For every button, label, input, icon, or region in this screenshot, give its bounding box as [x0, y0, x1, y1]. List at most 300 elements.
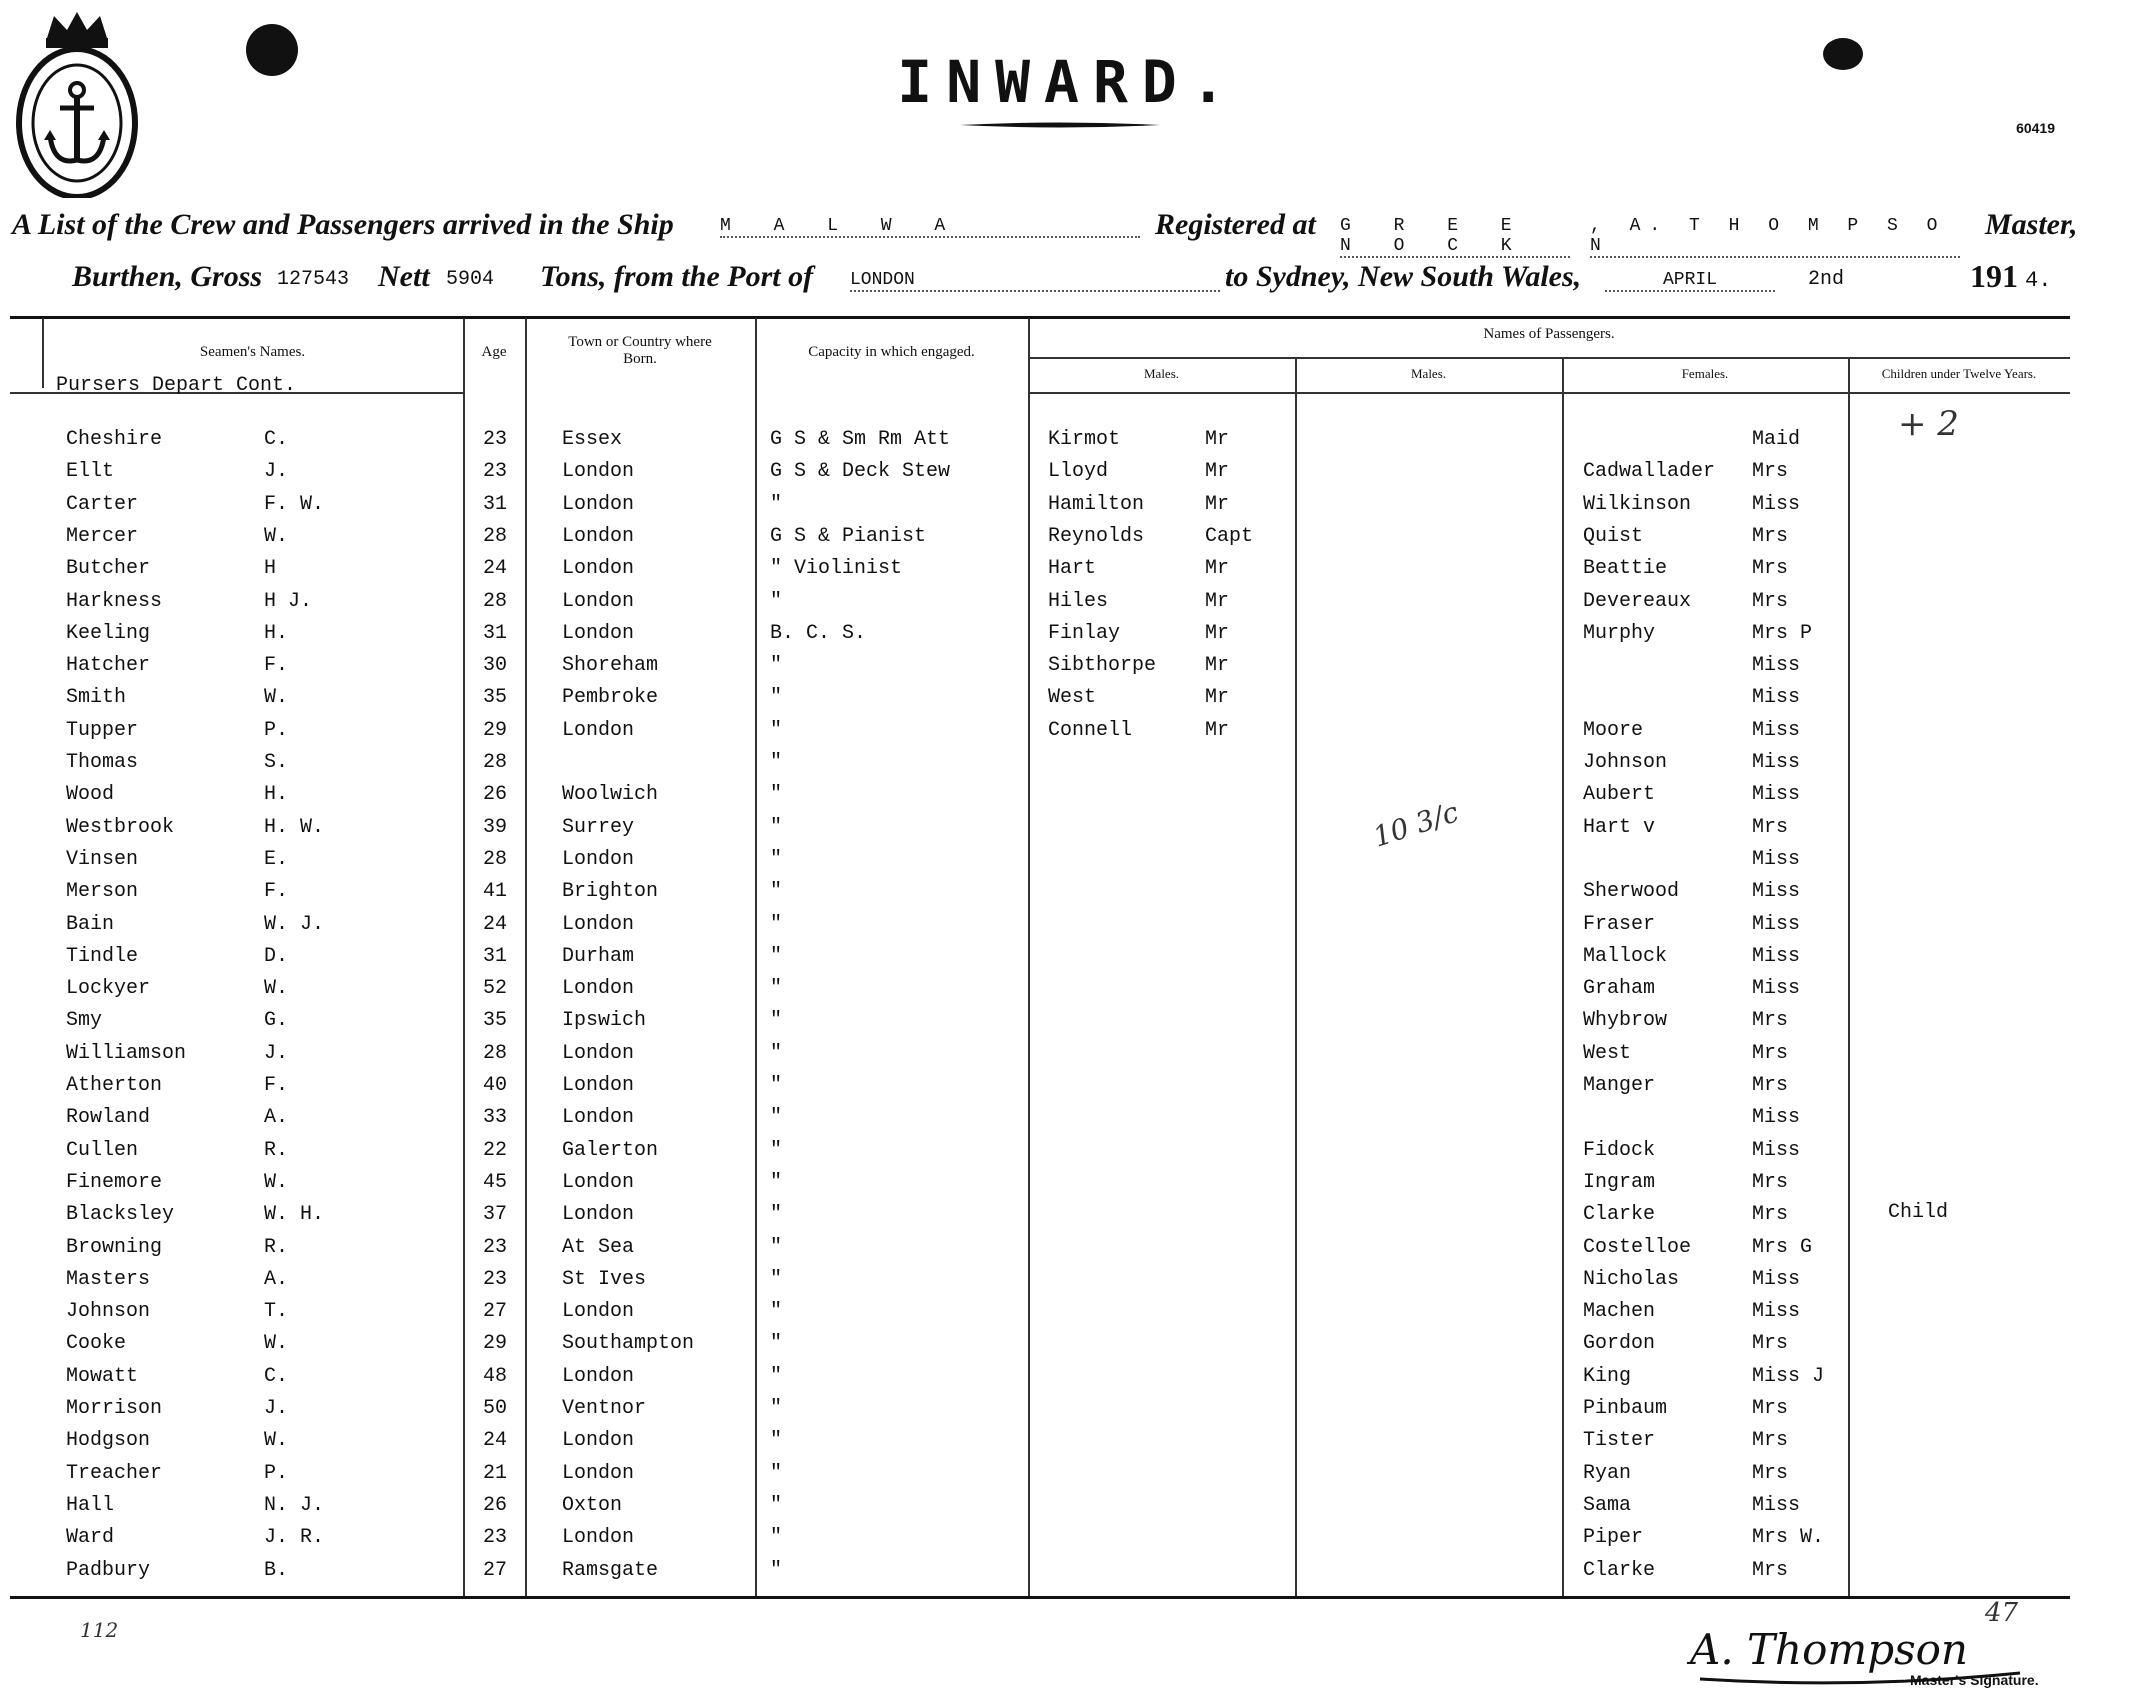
- crew-capacity: ": [770, 847, 783, 871]
- signature-label: Master's Signature.: [1910, 1672, 2039, 1688]
- male-passenger-name: Reynolds: [1048, 524, 1145, 548]
- male-passenger-title: Mr: [1205, 428, 1230, 451]
- female-passenger-title: Miss: [1752, 1300, 1801, 1324]
- crew-surname: Browning: [66, 1235, 163, 1259]
- crew-capacity: ": [770, 1267, 783, 1291]
- crew-initials: G.: [264, 1009, 289, 1033]
- male-passenger-title: Mr: [1205, 460, 1230, 484]
- crew-initials: W.: [264, 1332, 289, 1356]
- year-prefix: 191: [1970, 258, 2018, 294]
- crew-birthplace: London: [562, 621, 635, 645]
- passengers-subheader-rule: [1028, 392, 2070, 394]
- crew-initials: F. W.: [264, 492, 325, 516]
- female-passenger-name: Devereaux: [1583, 589, 1692, 613]
- female-passenger-name: Quist: [1583, 524, 1644, 548]
- male-passenger-name: Lloyd: [1048, 460, 1109, 484]
- crew-capacity: ": [770, 1170, 783, 1194]
- crew-birthplace: Ventnor: [562, 1397, 647, 1420]
- crew-age: 31: [483, 621, 508, 645]
- crew-initials: W. J.: [264, 912, 325, 936]
- form-number: 60419: [2016, 120, 2055, 136]
- crew-initials: C.: [264, 428, 289, 451]
- crew-birthplace: London: [562, 557, 635, 581]
- children-entry: Child: [1888, 1201, 1949, 1224]
- column-divider: [525, 318, 527, 1596]
- crew-initials: W.: [264, 686, 289, 710]
- crew-birthplace: Oxton: [562, 1493, 623, 1517]
- crew-age: 33: [483, 1106, 508, 1130]
- to-label: to Sydney, New South Wales,: [1225, 260, 1582, 293]
- female-passenger-title: Mrs: [1752, 1397, 1789, 1420]
- crew-capacity: " Violinist: [770, 557, 903, 581]
- female-passenger-title: Mrs: [1752, 589, 1789, 613]
- male-passenger-title: Capt: [1205, 524, 1254, 548]
- crew-birthplace: Ramsgate: [562, 1558, 659, 1582]
- crew-surname: Johnson: [66, 1300, 151, 1324]
- female-passenger-title: Miss: [1752, 654, 1801, 678]
- crew-age: 24: [483, 912, 508, 936]
- table-top-rule: [10, 316, 2070, 319]
- crew-birthplace: London: [562, 492, 635, 516]
- crew-birthplace: London: [562, 1526, 635, 1550]
- nett-tons: 5904: [446, 268, 495, 291]
- crew-surname: Hodgson: [66, 1429, 151, 1453]
- female-passenger-title: Mrs W.: [1752, 1526, 1825, 1550]
- male-passenger-name: Connell: [1048, 718, 1133, 742]
- female-passenger-title: Miss: [1752, 751, 1801, 774]
- crew-surname: Keeling: [66, 621, 151, 645]
- header-males-2: Males.: [1410, 366, 1447, 381]
- page-title: INWARD.: [897, 48, 1240, 116]
- female-passenger-name: Hart v: [1583, 815, 1656, 839]
- crew-surname: Hall: [66, 1493, 115, 1517]
- header-females: Females.: [1681, 366, 1729, 381]
- crew-surname: Ward: [66, 1526, 115, 1550]
- crew-initials: A.: [264, 1267, 289, 1291]
- crew-birthplace: Southampton: [562, 1332, 695, 1356]
- male-passenger-name: West: [1048, 686, 1097, 710]
- header-capacity: Capacity in which engaged.: [808, 344, 975, 360]
- crew-capacity: G S & Pianist: [770, 524, 927, 548]
- female-passenger-title: Mrs: [1752, 1203, 1789, 1227]
- crew-birthplace: London: [562, 1074, 635, 1097]
- crew-age: 29: [483, 718, 508, 742]
- crew-surname: Tupper: [66, 718, 139, 742]
- crew-age: 28: [483, 589, 508, 613]
- female-passenger-title: Maid: [1752, 428, 1801, 451]
- crew-age: 39: [483, 815, 508, 839]
- crew-age: 23: [483, 1235, 508, 1259]
- master-label: Master,: [1985, 208, 2078, 241]
- column-divider: [463, 318, 465, 1596]
- crew-surname: Harkness: [66, 589, 163, 613]
- crew-birthplace: Essex: [562, 428, 623, 451]
- crew-capacity: ": [770, 944, 783, 968]
- female-passenger-name: Moore: [1583, 718, 1644, 742]
- crew-birthplace: St Ives: [562, 1267, 647, 1291]
- crew-age: 31: [483, 492, 508, 516]
- crew-capacity: ": [770, 1332, 783, 1356]
- ship-name: M A L W A: [720, 216, 1140, 238]
- crew-age: 35: [483, 686, 508, 710]
- crew-capacity: ": [770, 1074, 783, 1097]
- arrival-day: 2nd: [1808, 268, 1845, 291]
- crew-age: 27: [483, 1300, 508, 1324]
- female-passenger-title: Miss: [1752, 686, 1801, 710]
- female-passenger-title: Miss: [1752, 847, 1801, 871]
- crew-initials: P.: [264, 718, 289, 742]
- crew-age: 41: [483, 880, 508, 904]
- crew-birthplace: London: [562, 1461, 635, 1485]
- crew-age: 28: [483, 751, 508, 774]
- crew-birthplace: London: [562, 912, 635, 936]
- crew-surname: Masters: [66, 1267, 151, 1291]
- crew-age: 28: [483, 847, 508, 871]
- female-passenger-name: Tister: [1583, 1429, 1656, 1453]
- crew-capacity: ": [770, 1106, 783, 1130]
- crew-surname: Vinsen: [66, 847, 139, 871]
- crew-initials: H: [264, 557, 277, 581]
- crew-initials: E.: [264, 847, 289, 871]
- crew-age: 21: [483, 1461, 508, 1485]
- crew-initials: J.: [264, 1041, 289, 1065]
- crew-initials: H. W.: [264, 815, 325, 839]
- male-passenger-name: Kirmot: [1048, 428, 1121, 451]
- crew-birthplace: Surrey: [562, 815, 635, 839]
- female-passenger-title: Miss J: [1752, 1364, 1825, 1388]
- crew-birthplace: At Sea: [562, 1235, 635, 1259]
- crew-surname: Lockyer: [66, 977, 151, 1001]
- crew-surname: Butcher: [66, 557, 151, 581]
- crew-surname: Wood: [66, 783, 115, 807]
- female-passenger-name: Piper: [1583, 1526, 1644, 1550]
- crew-birthplace: London: [562, 524, 635, 548]
- header-town: Town or Country where Born.: [568, 334, 712, 367]
- tally-annotation: 10 3/c: [1369, 795, 1463, 854]
- crew-surname: Morrison: [66, 1397, 163, 1420]
- female-passenger-name: Johnson: [1583, 751, 1668, 774]
- crew-birthplace: London: [562, 589, 635, 613]
- crew-surname: Mowatt: [66, 1364, 139, 1388]
- crew-capacity: ": [770, 1558, 783, 1582]
- crew-age: 26: [483, 1493, 508, 1517]
- female-passenger-title: Mrs: [1752, 1332, 1789, 1356]
- top-right-annotation: + 2: [1898, 404, 1959, 444]
- column-divider: [755, 318, 757, 1596]
- crew-surname: Blacksley: [66, 1203, 175, 1227]
- registered-label: Registered at: [1155, 208, 1316, 241]
- gross-tons: 127543: [277, 268, 350, 291]
- nett-label: Nett: [378, 260, 430, 293]
- crew-surname: Merson: [66, 880, 139, 904]
- crew-age: 31: [483, 944, 508, 968]
- crew-capacity: ": [770, 1041, 783, 1065]
- crew-age: 23: [483, 1526, 508, 1550]
- crew-birthplace: Pembroke: [562, 686, 659, 710]
- crew-birthplace: London: [562, 977, 635, 1001]
- master-name: , A. T H O M P S O N: [1590, 216, 1960, 258]
- male-passenger-title: Mr: [1205, 557, 1230, 581]
- female-passenger-title: Miss: [1752, 912, 1801, 936]
- crew-age: 27: [483, 1558, 508, 1582]
- male-passenger-name: Hiles: [1048, 589, 1109, 613]
- crew-capacity: ": [770, 751, 783, 774]
- registered-port: G R E E N O C K: [1340, 216, 1570, 258]
- crew-capacity: ": [770, 1397, 783, 1420]
- female-passenger-name: Wilkinson: [1583, 492, 1692, 516]
- crew-capacity: ": [770, 686, 783, 710]
- female-passenger-name: Graham: [1583, 977, 1656, 1001]
- female-passenger-name: Manger: [1583, 1074, 1656, 1097]
- crew-age: 24: [483, 557, 508, 581]
- crew-initials: D.: [264, 944, 289, 968]
- crew-age: 23: [483, 428, 508, 451]
- crew-initials: H.: [264, 621, 289, 645]
- crew-age: 23: [483, 460, 508, 484]
- crew-age: 22: [483, 1138, 508, 1162]
- crew-birthplace: London: [562, 460, 635, 484]
- from-port: LONDON: [850, 270, 1220, 292]
- female-passenger-title: Miss: [1752, 1493, 1801, 1517]
- from-label: Tons, from the Port of: [540, 260, 814, 293]
- crew-capacity: ": [770, 492, 783, 516]
- female-passenger-title: Miss: [1752, 783, 1801, 807]
- crew-age: 26: [483, 783, 508, 807]
- crew-initials: A.: [264, 1106, 289, 1130]
- crew-surname: Atherton: [66, 1074, 163, 1097]
- female-passenger-name: Costelloe: [1583, 1235, 1692, 1259]
- crew-capacity: ": [770, 1203, 783, 1227]
- crew-capacity: ": [770, 1526, 783, 1550]
- female-passenger-title: Mrs: [1752, 1041, 1789, 1065]
- crew-birthplace: London: [562, 1300, 635, 1324]
- crew-birthplace: Brighton: [562, 880, 659, 904]
- crew-surname: Padbury: [66, 1558, 151, 1582]
- crew-age: 35: [483, 1009, 508, 1033]
- crew-surname: Mercer: [66, 524, 139, 548]
- crew-birthplace: London: [562, 847, 635, 871]
- male-passenger-title: Mr: [1205, 718, 1230, 742]
- crew-initials: W.: [264, 524, 289, 548]
- crew-surname: Smy: [66, 1009, 103, 1033]
- crew-age: 40: [483, 1074, 508, 1097]
- crew-initials: S.: [264, 751, 289, 774]
- female-passenger-title: Mrs P: [1752, 621, 1813, 645]
- female-passenger-title: Mrs G: [1752, 1235, 1813, 1259]
- year-suffix: 4.: [2025, 268, 2052, 293]
- female-passenger-name: Ryan: [1583, 1461, 1632, 1485]
- male-passenger-title: Mr: [1205, 589, 1230, 613]
- crew-surname: Williamson: [66, 1041, 187, 1065]
- header-males-1: Males.: [1143, 366, 1180, 381]
- header-seamen-names: Seamen's Names.: [199, 344, 306, 360]
- crew-capacity: ": [770, 1138, 783, 1162]
- crew-initials: J.: [264, 460, 289, 484]
- female-passenger-title: Miss: [1752, 492, 1801, 516]
- crew-surname: Rowland: [66, 1106, 151, 1130]
- crew-initials: J. R.: [264, 1526, 325, 1550]
- female-passenger-title: Mrs: [1752, 1170, 1789, 1194]
- female-passenger-name: Mallock: [1583, 944, 1668, 968]
- female-passenger-name: Machen: [1583, 1300, 1656, 1324]
- female-passenger-title: Miss: [1752, 1267, 1801, 1291]
- crew-birthplace: Galerton: [562, 1138, 659, 1162]
- female-passenger-name: Murphy: [1583, 621, 1656, 645]
- crew-capacity: ": [770, 912, 783, 936]
- crew-capacity: ": [770, 589, 783, 613]
- crew-capacity: ": [770, 1009, 783, 1033]
- crew-capacity: ": [770, 1235, 783, 1259]
- passengers-header-rule: [1028, 357, 2070, 359]
- crew-birthplace: London: [562, 1203, 635, 1227]
- crew-age: 28: [483, 524, 508, 548]
- crew-age: 23: [483, 1267, 508, 1291]
- female-passenger-title: Miss: [1752, 944, 1801, 968]
- female-passenger-name: Sama: [1583, 1493, 1632, 1517]
- crew-age: 45: [483, 1170, 508, 1194]
- column-divider: [1562, 357, 1564, 1596]
- crew-capacity: ": [770, 815, 783, 839]
- female-passenger-title: Mrs: [1752, 815, 1789, 839]
- crew-birthplace: Woolwich: [562, 783, 659, 807]
- crew-surname: Ellt: [66, 460, 115, 484]
- male-passenger-name: Sibthorpe: [1048, 654, 1157, 678]
- burthen-label: Burthen, Gross: [72, 260, 263, 293]
- crew-initials: J.: [264, 1397, 289, 1420]
- bottom-left-annotation: 112: [80, 1618, 119, 1642]
- female-passenger-title: Mrs: [1752, 1558, 1789, 1582]
- crew-initials: F.: [264, 1074, 289, 1097]
- crew-capacity: ": [770, 1493, 783, 1517]
- table-bottom-rule: [10, 1596, 2070, 1599]
- crew-initials: T.: [264, 1300, 289, 1324]
- bottom-right-annotation: 47: [1985, 1598, 2019, 1628]
- crew-birthplace: London: [562, 1429, 635, 1453]
- crew-capacity: G S & Sm Rm Att: [770, 428, 951, 451]
- crew-capacity: ": [770, 783, 783, 807]
- crew-age: 28: [483, 1041, 508, 1065]
- female-passenger-title: Miss: [1752, 718, 1801, 742]
- crew-surname: Bain: [66, 912, 115, 936]
- column-divider: [1028, 318, 1030, 1596]
- crew-initials: B.: [264, 1558, 289, 1582]
- header-passengers: Names of Passengers.: [1483, 326, 1615, 342]
- crew-capacity: B. C. S.: [770, 621, 867, 645]
- crew-surname: Cullen: [66, 1138, 139, 1162]
- female-passenger-title: Mrs: [1752, 1429, 1789, 1453]
- crew-surname: Smith: [66, 686, 127, 710]
- crew-birthplace: London: [562, 1364, 635, 1388]
- arrival-month: APRIL: [1605, 270, 1775, 292]
- female-passenger-title: Mrs: [1752, 460, 1789, 484]
- crew-birthplace: Shoreham: [562, 654, 659, 678]
- crew-surname: Westbrook: [66, 815, 175, 839]
- male-passenger-title: Mr: [1205, 686, 1230, 710]
- crew-initials: C.: [264, 1364, 289, 1388]
- female-passenger-title: Miss: [1752, 977, 1801, 1001]
- female-passenger-name: Fidock: [1583, 1138, 1656, 1162]
- crew-surname: Thomas: [66, 751, 139, 774]
- female-passenger-name: Gordon: [1583, 1332, 1656, 1356]
- crew-capacity: ": [770, 654, 783, 678]
- female-passenger-name: Beattie: [1583, 557, 1668, 581]
- male-passenger-name: Finlay: [1048, 621, 1121, 645]
- female-passenger-name: Ingram: [1583, 1170, 1656, 1194]
- crew-initials: W. H.: [264, 1203, 325, 1227]
- crew-capacity: ": [770, 1300, 783, 1324]
- female-passenger-name: Sherwood: [1583, 880, 1680, 904]
- male-passenger-title: Mr: [1205, 492, 1230, 516]
- crew-surname: Finemore: [66, 1170, 163, 1194]
- crew-initials: W.: [264, 1170, 289, 1194]
- female-passenger-title: Miss: [1752, 1106, 1801, 1130]
- male-passenger-title: Mr: [1205, 621, 1230, 645]
- crew-capacity: ": [770, 1461, 783, 1485]
- crew-surname: Cooke: [66, 1332, 127, 1356]
- line1-prefix: A List of the Crew and Passengers arrived in the Ship: [12, 208, 674, 241]
- crew-initials: P.: [264, 1461, 289, 1485]
- column-divider: [1295, 357, 1297, 1596]
- crew-birthplace: London: [562, 718, 635, 742]
- female-passenger-title: Mrs: [1752, 1009, 1789, 1033]
- female-passenger-name: West: [1583, 1041, 1632, 1065]
- crew-initials: W.: [264, 977, 289, 1001]
- female-passenger-name: Aubert: [1583, 783, 1656, 807]
- header-age: Age: [481, 344, 507, 360]
- crew-age: 30: [483, 654, 508, 678]
- crew-capacity: ": [770, 1429, 783, 1453]
- crew-capacity: G S & Deck Stew: [770, 460, 951, 484]
- female-passenger-name: Clarke: [1583, 1203, 1656, 1227]
- crew-capacity: ": [770, 977, 783, 1001]
- crew-age: 24: [483, 1429, 508, 1453]
- crew-capacity: ": [770, 718, 783, 742]
- female-passenger-title: Mrs: [1752, 1074, 1789, 1097]
- crew-birthplace: Ipswich: [562, 1009, 647, 1033]
- male-passenger-title: Mr: [1205, 654, 1230, 678]
- crew-initials: R.: [264, 1138, 289, 1162]
- crew-capacity: ": [770, 880, 783, 904]
- crew-initials: H J.: [264, 589, 313, 613]
- signature-script: A. Thompson: [1690, 1625, 1968, 1674]
- crew-surname: Hatcher: [66, 654, 151, 678]
- crew-initials: F.: [264, 654, 289, 678]
- header-children: Children under Twelve Years.: [1881, 366, 2037, 381]
- crew-initials: W.: [264, 1429, 289, 1453]
- crew-surname: Tindle: [66, 944, 139, 968]
- column-divider: [1848, 357, 1850, 1596]
- crew-age: 52: [483, 977, 508, 1001]
- crew-age: 50: [483, 1397, 508, 1420]
- female-passenger-name: Nicholas: [1583, 1267, 1680, 1291]
- crew-age: 48: [483, 1364, 508, 1388]
- crew-birthplace: London: [562, 1041, 635, 1065]
- crew-initials: F.: [264, 880, 289, 904]
- female-passenger-title: Miss: [1752, 1138, 1801, 1162]
- section-note: Pursers Depart Cont.: [56, 374, 297, 397]
- female-passenger-title: Miss: [1752, 880, 1801, 904]
- female-passenger-name: King: [1583, 1364, 1632, 1388]
- male-passenger-name: Hart: [1048, 557, 1097, 581]
- male-passenger-name: Hamilton: [1048, 492, 1145, 516]
- title-flourish: [960, 120, 1160, 130]
- female-passenger-title: Mrs: [1752, 524, 1789, 548]
- female-passenger-title: Mrs: [1752, 1461, 1789, 1485]
- crew-initials: R.: [264, 1235, 289, 1259]
- female-passenger-name: Cadwallader: [1583, 460, 1716, 484]
- crew-age: 37: [483, 1203, 508, 1227]
- crew-initials: H.: [264, 783, 289, 807]
